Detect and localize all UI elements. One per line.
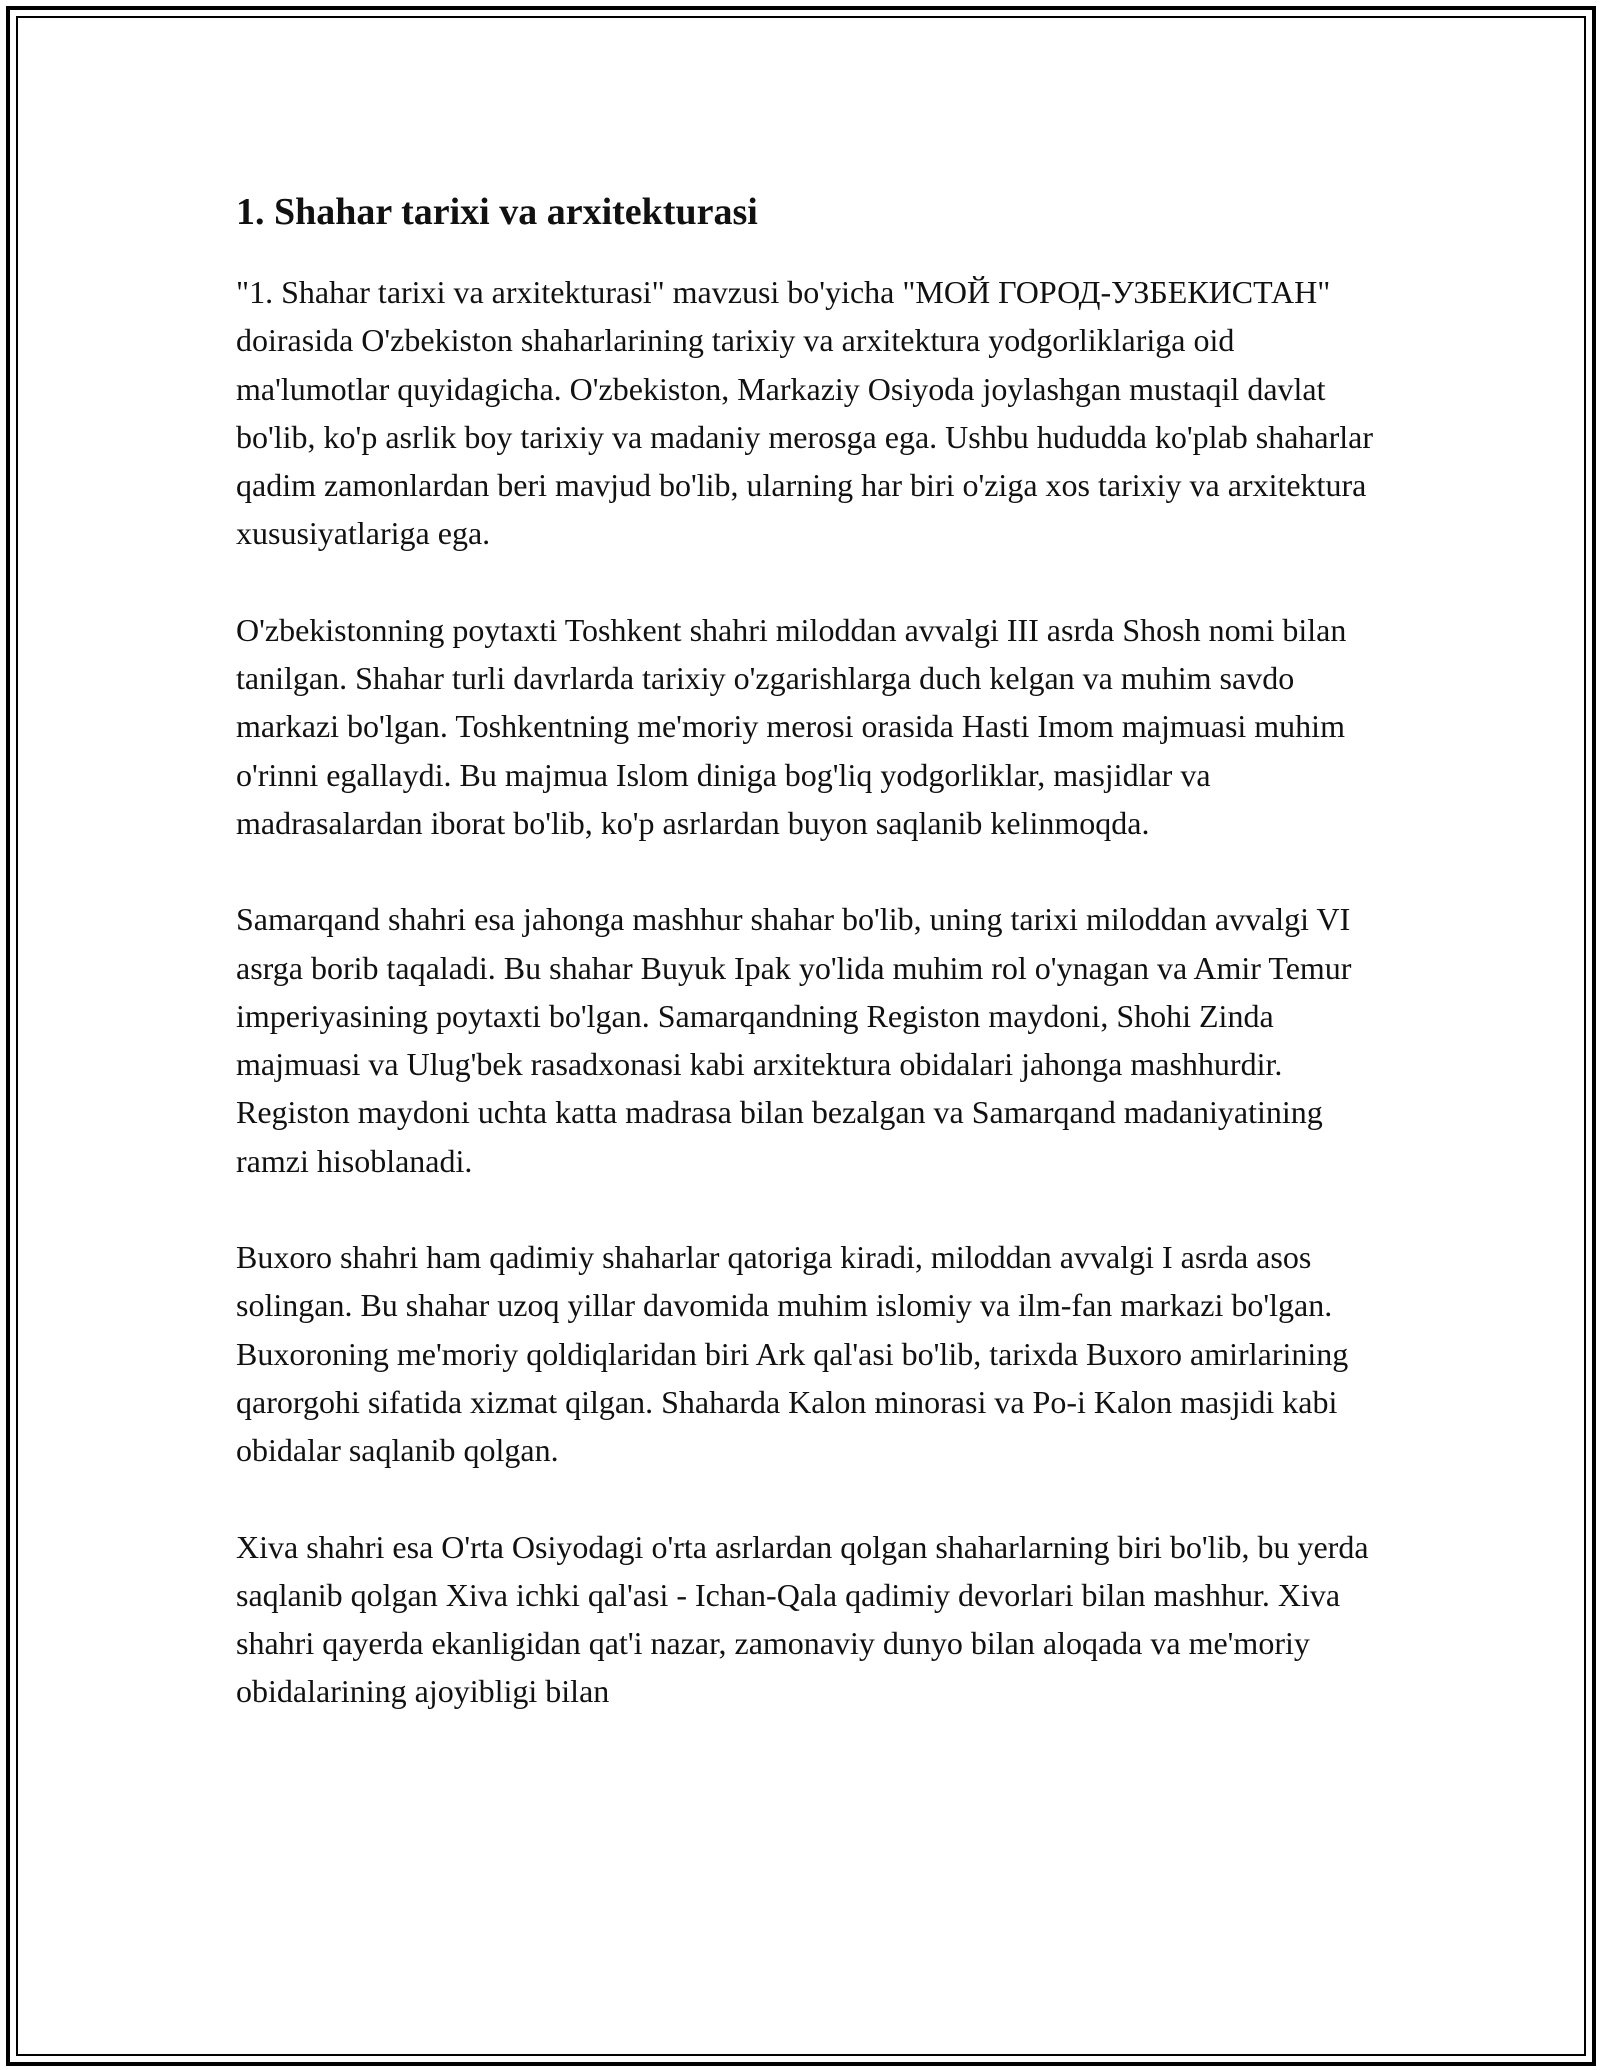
document-body: [236, 186, 1376, 1764]
paragraph-samarkand: Samarqand shahri esa jahonga mashhur shahar bo'lib, uning tarixi miloddan avvalgi VI asrga borib taqaladi. Bu shahar Buyuk Ipak yo'lida muhim rol o'ynagan va Amir Temur imperiyasining poytaxti bo'lgan. Samarqandning Registon maydoni, Shohi Zinda majmuasi va Ulug'bek rasadxonasi kabi arxitektura obidalari jahonga mashhurdir. Registon maydoni uchta katta madrasa bilan bezalgan va Samarqand madaniyatining ramzi hisoblanadi.: [236, 901, 1352, 1179]
paragraph-intro: "1. Shahar tarixi va arxitekturasi" mavzusi bo'yicha "МОЙ ГОРОД-УЗБЕКИСТАН" doirasida O'zbekiston shaharlarining tarixiy va arxitektura yodgorliklariga oid ma'lumotlar quyidagicha. O'zbekiston, Markaziy Osiyoda joylashgan mustaqil davlat bo'lib, ko'p asrlik boy tarixiy va madaniy merosga ega. Ushbu hududda ko'plab shaharlar qadim zamonlardan beri mavjud bo'lib, ularning har biri o'ziga xos tarixiy va arxitektura xususiyatlariga ega.: [236, 274, 1374, 552]
paragraph-khiva: Xiva shahri esa O'rta Osiyodagi o'rta asrlardan qolgan shaharlarning biri bo'lib, bu yerda saqlanib qolgan Xiva ichki qal'asi - Ichan-Qala qadimiy devorlari bilan mashhur. Xiva shahri qayerda ekanligidan qat'i nazar, zamonaviy dunyo bilan aloqada va me'moriy obidalarining ajoyibligi bilan: [236, 1528, 1369, 1710]
section-heading: 1. Shahar tarixi va arxitekturasi: [236, 191, 758, 233]
paragraph-bukhara: Buxoro shahri ham qadimiy shaharlar qatoriga kiradi, miloddan avvalgi I asrda asos solingan. Bu shahar uzoq yillar davomida muhim islomiy va ilm-fan markazi bo'lgan. Buxoroning me'moriy qoldiqlaridan biri Ark qal'asi bo'lib, tarixda Buxoro amirlarining qarorgohi sifatida xizmat qilgan. Shaharda Kalon minorasi va Po-i Kalon masjidi kabi obidalar saqlanib qolgan.: [236, 1239, 1349, 1469]
paragraph-tashkent: O'zbekistonning poytaxti Toshkent shahri miloddan avvalgi III asrda Shosh nomi bilan tanilgan. Shahar turli davrlarda tarixiy o'zgarishlarga duch kelgan va muhim savdo markazi bo'lgan. Toshkentning me'moriy merosi orasida Hasti Imom majmuasi muhim o'rinni egallaydi. Bu majmua Islom diniga bog'liq yodgorliklar, masjidlar va madrasalardan iborat bo'lib, ko'p asrlardan buyon saqlanib kelinmoqda.: [236, 611, 1347, 841]
